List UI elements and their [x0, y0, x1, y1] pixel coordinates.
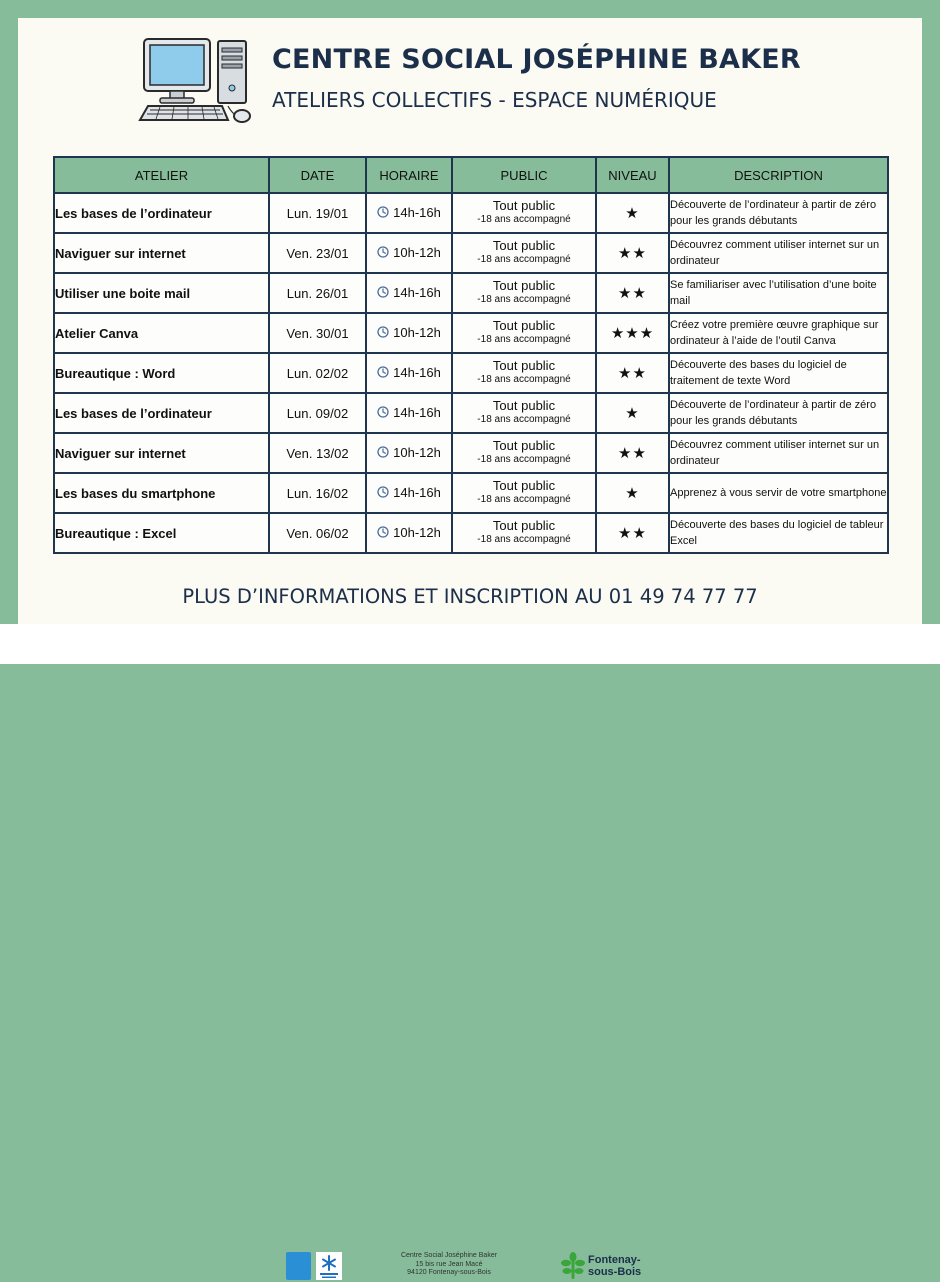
cell-public — [452, 513, 596, 553]
cell-public — [452, 193, 596, 233]
clock-icon — [377, 406, 389, 418]
public-note: -18 ans accompagné — [477, 294, 571, 305]
table-row — [54, 313, 888, 353]
cell-horaire — [366, 233, 452, 273]
cell-horaire — [366, 273, 452, 313]
cell-public — [452, 433, 596, 473]
clock-icon — [377, 526, 389, 538]
cell-description: Apprenez à vous servir de votre smartphone — [669, 473, 888, 513]
cell-niveau: ★★ — [596, 513, 669, 553]
cell-niveau: ★ — [596, 393, 669, 433]
cell-atelier: Bureautique : Word — [54, 353, 269, 393]
cell-niveau: ★★ — [596, 273, 669, 313]
column-header-description: DESCRIPTION — [669, 157, 888, 193]
cell-niveau: ★★ — [596, 233, 669, 273]
cell-description: Se familiariser avec l’utilisation d’une boite mail — [669, 273, 888, 313]
column-header-date: DATE — [269, 157, 366, 193]
cell-public — [452, 273, 596, 313]
cell-date: Ven. 30/01 — [269, 313, 366, 353]
horaire-text: 10h-12h — [393, 324, 441, 340]
leaf-logo-icon — [560, 1252, 586, 1280]
clock-icon — [377, 206, 389, 218]
cell-date: Lun. 16/02 — [269, 473, 366, 513]
footer-address — [386, 1252, 512, 1278]
city-logo-line: sous-Bois — [588, 1266, 642, 1278]
cell-horaire — [366, 473, 452, 513]
cell-date: Ven. 23/01 — [269, 233, 366, 273]
clock-icon — [377, 366, 389, 378]
horaire-text: 10h-12h — [393, 444, 441, 460]
table-row — [54, 273, 888, 313]
table-row — [54, 353, 888, 393]
table-row — [54, 473, 888, 513]
horaire-text: 14h-16h — [393, 364, 441, 380]
horaire-text: 14h-16h — [393, 484, 441, 500]
page-title: CENTRE SOCIAL JOSÉPHINE BAKER — [272, 44, 801, 75]
public-note: -18 ans accompagné — [477, 374, 571, 385]
public-note: -18 ans accompagné — [477, 414, 571, 425]
horaire-text: 14h-16h — [393, 404, 441, 420]
city-logo-text — [588, 1254, 641, 1278]
workshop-schedule-table — [53, 156, 889, 554]
city-logo — [560, 1250, 660, 1282]
cell-niveau: ★★★ — [596, 313, 669, 353]
public-label: Tout public — [492, 278, 556, 293]
column-header-niveau: NIVEAU — [596, 157, 669, 193]
footer — [0, 624, 940, 1278]
table-row — [54, 233, 888, 273]
cell-public — [452, 353, 596, 393]
column-header-atelier: ATELIER — [54, 157, 269, 193]
cell-public — [452, 473, 596, 513]
clock-icon — [377, 446, 389, 458]
cell-date: Lun. 09/02 — [269, 393, 366, 433]
address-line: Centre Social Joséphine Baker — [400, 1252, 498, 1259]
public-label: Tout public — [492, 318, 556, 333]
public-label: Tout public — [492, 238, 556, 253]
table-row — [54, 513, 888, 553]
cell-description: Découverte de l’ordinateur à partir de zéro pour les grands débutants — [669, 193, 888, 233]
horaire-text: 10h-12h — [393, 524, 441, 540]
cell-description: Créez votre première œuvre graphique sur ordinateur à l’aide de l’outil Canva — [669, 313, 888, 353]
cell-date: Lun. 02/02 — [269, 353, 366, 393]
cell-atelier: Les bases de l’ordinateur — [54, 393, 269, 433]
public-note: -18 ans accompagné — [477, 494, 571, 505]
partner-logos — [286, 1250, 344, 1280]
desktop-computer-icon — [136, 36, 256, 126]
cell-description: Découverte des bases du logiciel de tableur Excel — [669, 513, 888, 553]
cell-atelier: Utiliser une boite mail — [54, 273, 269, 313]
column-header-public: PUBLIC — [452, 157, 596, 193]
contact-info: PLUS D’INFORMATIONS ET INSCRIPTION AU 01 49 74 77 77 — [182, 585, 758, 608]
public-note: -18 ans accompagné — [477, 254, 571, 265]
cell-niveau: ★★ — [596, 433, 669, 473]
cell-date: Ven. 06/02 — [269, 513, 366, 553]
poster-sheet — [18, 18, 922, 624]
cell-horaire — [366, 313, 452, 353]
clock-icon — [377, 486, 389, 498]
page-subtitle: ATELIERS COLLECTIFS - ESPACE NUMÉRIQUE — [272, 88, 717, 112]
cell-atelier: Bureautique : Excel — [54, 513, 269, 553]
address-line: 15 bis rue Jean Macé — [415, 1260, 483, 1268]
cell-horaire — [366, 433, 452, 473]
cell-public — [452, 393, 596, 433]
address-line: 94120 Fontenay-sous-Bois — [407, 1269, 491, 1276]
table-body — [54, 193, 888, 553]
table-row — [54, 193, 888, 233]
cell-date: Lun. 19/01 — [269, 193, 366, 233]
public-note: -18 ans accompagné — [477, 534, 571, 545]
public-label: Tout public — [492, 438, 556, 453]
cell-horaire — [366, 353, 452, 393]
snowflake-logo-icon — [316, 1252, 342, 1280]
public-label: Tout public — [492, 398, 556, 413]
cell-description: Découverte de l’ordinateur à partir de zéro pour les grands débutants — [669, 393, 888, 433]
table-row — [54, 433, 888, 473]
partner-logo-blue — [286, 1252, 311, 1280]
public-note: -18 ans accompagné — [477, 214, 571, 225]
cell-date: Lun. 26/01 — [269, 273, 366, 313]
cell-description: Découvrez comment utiliser internet sur un ordinateur — [669, 233, 888, 273]
cell-atelier: Naviguer sur internet — [54, 433, 269, 473]
cell-date: Ven. 13/02 — [269, 433, 366, 473]
public-note: -18 ans accompagné — [477, 454, 571, 465]
clock-icon — [377, 326, 389, 338]
public-note: -18 ans accompagné — [477, 334, 571, 345]
public-label: Tout public — [492, 198, 556, 213]
cell-horaire — [366, 513, 452, 553]
public-label: Tout public — [492, 478, 556, 493]
cell-horaire — [366, 393, 452, 433]
cell-atelier: Les bases de l’ordinateur — [54, 193, 269, 233]
clock-icon — [377, 286, 389, 298]
cell-atelier: Les bases du smartphone — [54, 473, 269, 513]
cell-public — [452, 233, 596, 273]
cell-public — [452, 313, 596, 353]
table-row — [54, 393, 888, 433]
clock-icon — [377, 246, 389, 258]
cell-description: Découverte des bases du logiciel de traitement de texte Word — [669, 353, 888, 393]
cell-niveau: ★ — [596, 473, 669, 513]
horaire-text: 14h-16h — [393, 284, 441, 300]
cell-horaire — [366, 193, 452, 233]
cell-description: Découvrez comment utiliser internet sur un ordinateur — [669, 433, 888, 473]
horaire-text: 10h-12h — [393, 244, 441, 260]
column-header-horaire: HORAIRE — [366, 157, 452, 193]
public-label: Tout public — [492, 518, 556, 533]
city-logo-line: Fontenay- — [588, 1254, 641, 1266]
horaire-text: 14h-16h — [393, 204, 441, 220]
cell-atelier: Atelier Canva — [54, 313, 269, 353]
table-header-row — [54, 157, 888, 193]
public-label: Tout public — [492, 358, 556, 373]
cell-niveau: ★★ — [596, 353, 669, 393]
cell-atelier: Naviguer sur internet — [54, 233, 269, 273]
cell-niveau: ★ — [596, 193, 669, 233]
